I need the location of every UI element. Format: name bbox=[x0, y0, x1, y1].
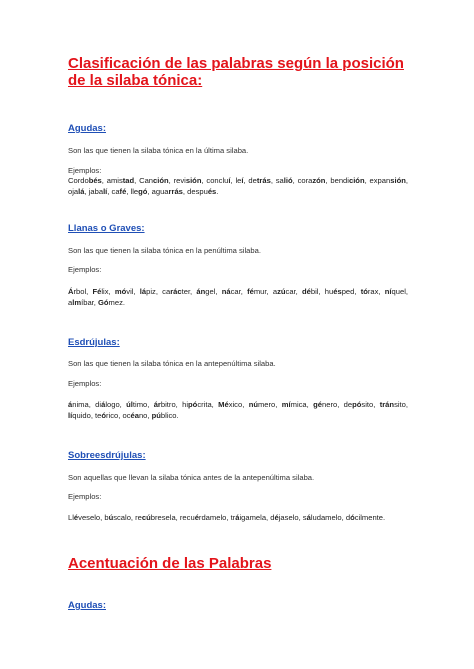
section-definition-llanas: Son las que tienen la silaba tónica en la penúltima silaba. bbox=[68, 246, 261, 255]
section-definition-agudas: Son las que tienen la silaba tónica en la última silaba. bbox=[68, 146, 249, 155]
examples-list-agudas: Cordobés, amistad, Canción, revisión, concluí, leí, detrás, salió, corazón, bendición, expansión, ojalá, jabalí, café, llegó, aguarrás, después. bbox=[68, 176, 408, 196]
examples-label-sobreesdrujulas: Ejemplos: bbox=[68, 492, 102, 501]
examples-label-esdrujulas: Ejemplos: bbox=[68, 379, 102, 388]
examples-list-esdrujulas: ánima, diálogo, último, árbitro, hipócrita, México, número, mímica, género, depósito, tránsito, líquido, teórico, océano, público. bbox=[68, 400, 408, 420]
page-title: Clasificación de las palabras según la posición de la silaba tónica: bbox=[68, 55, 404, 89]
section-heading-agudas-2: Agudas: bbox=[68, 600, 106, 611]
section-heading-agudas: Agudas: bbox=[68, 123, 106, 134]
section-heading-esdrujulas: Esdrújulas: bbox=[68, 337, 120, 348]
section-definition-esdrujulas: Son las que tienen la silaba tónica en la antepenúltima silaba. bbox=[68, 359, 276, 368]
section-heading-llanas: Llanas o Graves: bbox=[68, 223, 145, 234]
examples-label-agudas: Ejemplos: bbox=[68, 166, 102, 175]
examples-list-llanas: Árbol, Félix, móvil, lápiz, carácter, ángel, nácar, fémur, azúcar, débil, huésped, tórax, níquel, almíbar, Gómez. bbox=[68, 287, 408, 307]
second-title: Acentuación de las Palabras bbox=[68, 555, 272, 572]
examples-list-sobreesdrujulas: Lléveselo, búscalo, recúbresela, recuérdamelo, tráigamela, déjaselo, sáludamelo, dócilmente. bbox=[68, 513, 386, 522]
section-definition-sobreesdrujulas: Son aquellas que llevan la silaba tónica antes de la antepenúltima silaba. bbox=[68, 473, 315, 482]
section-heading-sobreesdrujulas: Sobreesdrújulas: bbox=[68, 450, 146, 461]
examples-label-llanas: Ejemplos: bbox=[68, 265, 102, 274]
